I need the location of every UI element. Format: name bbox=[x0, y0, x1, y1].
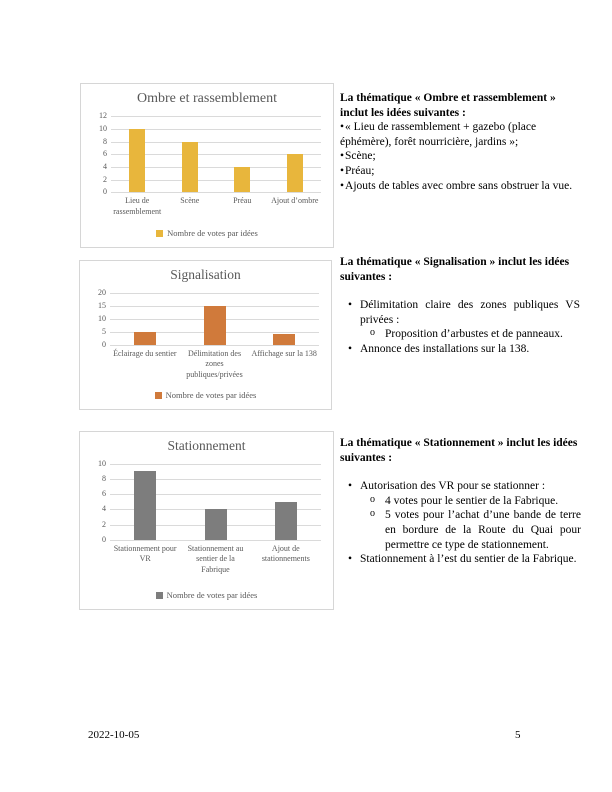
bullet-item bbox=[340, 298, 580, 327]
x-label: Ajout d’ombre bbox=[271, 196, 319, 206]
bar-2 bbox=[275, 502, 297, 540]
x-label: Scène bbox=[180, 196, 200, 206]
bullet-marker: • bbox=[340, 179, 345, 192]
y-tick-label: 10 bbox=[98, 458, 106, 468]
section-heading: La thématique « Signalisation » inclut les idées suivantes : bbox=[340, 256, 570, 283]
y-tick-label: 6 bbox=[102, 489, 106, 499]
plot-row bbox=[87, 111, 321, 197]
plot-row bbox=[86, 458, 321, 544]
y-tick-label: 15 bbox=[98, 300, 106, 310]
y-tick-label: 0 bbox=[102, 339, 106, 349]
text-section-signalisation bbox=[340, 255, 580, 357]
x-label: Affichage sur la 138 bbox=[251, 348, 317, 358]
bullet-marker: • bbox=[340, 164, 345, 177]
x-axis-labels bbox=[111, 196, 321, 217]
plot-area bbox=[110, 464, 321, 540]
bullet-marker: • bbox=[340, 121, 345, 134]
legend-swatch bbox=[155, 392, 162, 399]
y-tick-label: 4 bbox=[103, 162, 107, 172]
chart-title: Signalisation bbox=[170, 267, 241, 282]
y-tick-label: 20 bbox=[98, 287, 106, 297]
bullet-marker: • bbox=[348, 553, 353, 566]
bullet-marker: • bbox=[348, 299, 353, 312]
bar-3 bbox=[287, 154, 303, 192]
bullet-text: « Lieu de rassemblement + gazebo (place éphémère), forêt nourricière, jardins »; bbox=[340, 121, 537, 148]
legend-swatch bbox=[156, 230, 163, 237]
y-tick-label: 2 bbox=[102, 519, 106, 529]
legend bbox=[80, 390, 331, 400]
bullet-text: Proposition d’arbustes et de panneaux. bbox=[385, 328, 563, 341]
x-label: Délimitation des zones publiques/privées bbox=[186, 348, 243, 379]
bullet-marker: • bbox=[348, 342, 353, 355]
bullet-marker: o bbox=[370, 508, 375, 520]
chart-title: Ombre et rassemblement bbox=[137, 91, 277, 106]
legend bbox=[81, 228, 333, 238]
bar-1 bbox=[182, 142, 198, 193]
bullet-item bbox=[340, 120, 578, 149]
plot-row bbox=[86, 287, 319, 349]
y-tick-label: 6 bbox=[103, 149, 107, 159]
bullet-text: Stationnement à l’est du sentier de la Fabrique. bbox=[360, 553, 577, 566]
plot-area bbox=[110, 293, 319, 345]
x-axis-labels bbox=[110, 544, 321, 575]
footer-date: 2022-10-05 bbox=[88, 729, 140, 741]
bar-2 bbox=[234, 167, 250, 192]
x-label: Éclairage du sentier bbox=[113, 348, 177, 358]
bullet-item bbox=[340, 342, 580, 357]
bullet-item bbox=[340, 494, 581, 509]
y-tick-label: 5 bbox=[102, 326, 106, 336]
bullet-text: Autorisation des VR pour se stationner : bbox=[360, 480, 546, 493]
legend-label: Nombre de votes par idées bbox=[167, 228, 258, 238]
y-tick-label: 4 bbox=[102, 504, 106, 514]
bullet-item bbox=[340, 508, 581, 552]
gridline bbox=[110, 293, 319, 294]
gridline bbox=[111, 116, 321, 117]
bullet-marker: o bbox=[370, 327, 375, 339]
y-axis bbox=[87, 111, 111, 197]
text-section-ombre bbox=[340, 91, 578, 193]
bullet-item bbox=[340, 164, 578, 179]
legend-label: Nombre de votes par idées bbox=[165, 390, 257, 400]
gridline bbox=[111, 192, 321, 193]
legend-swatch bbox=[156, 592, 163, 599]
chart-stationnement bbox=[79, 431, 334, 610]
x-label: Stationnement au sentier de la Fabrique bbox=[187, 543, 244, 574]
bullet-text: Ajouts de tables avec ombre sans obstruer la vue. bbox=[345, 179, 573, 192]
legend-label: Nombre de votes par idées bbox=[166, 590, 258, 600]
y-axis bbox=[86, 287, 110, 349]
chart-title: Stationnement bbox=[167, 438, 246, 453]
chart-signalisation bbox=[79, 260, 332, 410]
legend bbox=[80, 590, 333, 600]
gridline bbox=[110, 345, 319, 346]
x-label: Ajout de stationnements bbox=[261, 543, 310, 564]
chart-ombre-et-rassemblement bbox=[80, 83, 334, 248]
bullet-text: Préau; bbox=[345, 164, 375, 177]
bar-2 bbox=[273, 334, 295, 344]
bullet-marker: • bbox=[340, 150, 345, 163]
section-heading: La thématique « Ombre et rassemblement » inclut les idées suivantes : bbox=[340, 92, 556, 119]
footer-page-number: 5 bbox=[515, 729, 521, 741]
text-section-stationnement bbox=[340, 436, 581, 567]
y-tick-label: 12 bbox=[99, 111, 107, 121]
bar-0 bbox=[134, 332, 156, 345]
y-tick-label: 0 bbox=[102, 534, 106, 544]
x-axis-labels bbox=[110, 349, 319, 380]
bullet-item bbox=[340, 479, 581, 494]
y-tick-label: 8 bbox=[103, 136, 107, 146]
y-tick-label: 10 bbox=[99, 124, 107, 134]
bullet-text: Annonce des installations sur la 138. bbox=[360, 342, 530, 355]
bullet-item bbox=[340, 552, 581, 567]
y-tick-label: 10 bbox=[98, 313, 106, 323]
x-label: Préau bbox=[233, 196, 252, 206]
bullet-text: 5 votes pour l’achat d’une bande de terre en bordure de la Route du Quai pour permettre ce type de stationnement. bbox=[385, 509, 581, 551]
bar-0 bbox=[134, 471, 156, 539]
bar-0 bbox=[129, 129, 145, 192]
bullet-item bbox=[340, 327, 580, 342]
y-tick-label: 8 bbox=[102, 474, 106, 484]
plot-area bbox=[111, 116, 321, 192]
x-label: Lieu de rassemblement bbox=[113, 196, 162, 216]
x-label: Stationnement pour VR bbox=[113, 543, 177, 564]
gridline bbox=[110, 464, 321, 465]
gridline bbox=[110, 540, 321, 541]
y-tick-label: 0 bbox=[103, 187, 107, 197]
bullet-text: Scène; bbox=[345, 150, 376, 163]
bar-1 bbox=[204, 306, 226, 345]
y-axis bbox=[86, 458, 110, 544]
bullet-text: 4 votes pour le sentier de la Fabrique. bbox=[385, 494, 559, 507]
bullet-marker: • bbox=[348, 480, 353, 493]
bar-1 bbox=[205, 509, 227, 539]
bullet-text: Délimitation claire des zones publiques VS privées : bbox=[360, 299, 580, 326]
y-tick-label: 2 bbox=[103, 174, 107, 184]
bullet-marker: o bbox=[370, 493, 375, 505]
bullet-item bbox=[340, 149, 578, 164]
bullet-item bbox=[340, 179, 578, 194]
section-heading: La thématique « Stationnement » inclut les idées suivantes : bbox=[340, 437, 578, 464]
